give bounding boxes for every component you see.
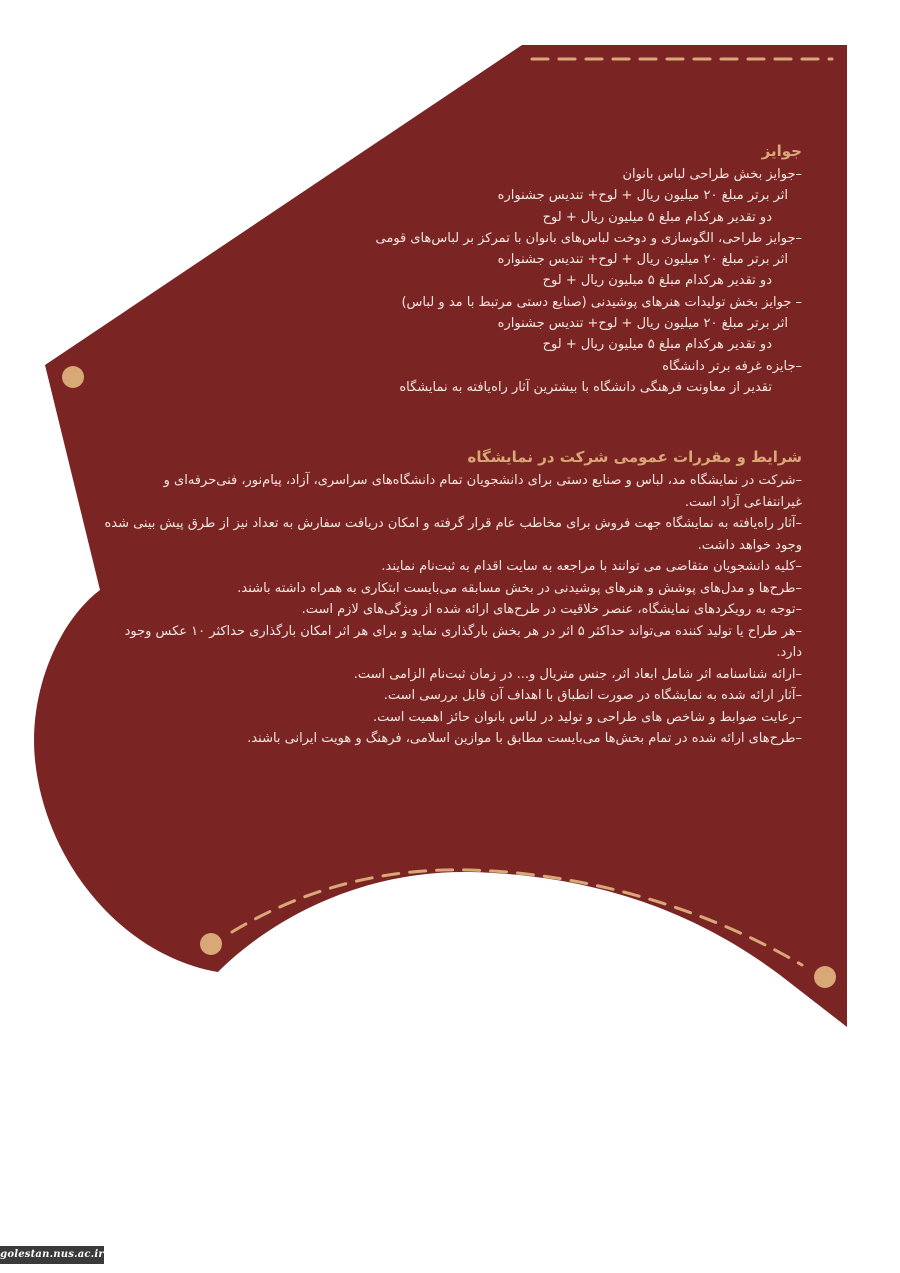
- prize-line: اثر برتر مبلغ ۲۰ میلیون ریال + لوح+ تندیس جشنواره: [497, 316, 788, 332]
- prize-line: –جایزه غرفه برتر دانشگاه: [662, 358, 802, 374]
- prize-line: دو تقدیر هرکدام مبلغ ۵ میلیون ریال + لوح: [542, 209, 772, 225]
- prize-line: –جوایز طراحی، الگوسازی و دوخت لباس‌های بانوان با تمرکز بر لباس‌های قومی: [375, 230, 802, 246]
- prizes-heading: جوایز: [761, 142, 802, 160]
- prize-line: دو تقدیر هرکدام مبلغ ۵ میلیون ریال + لوح: [542, 337, 772, 353]
- rule-item: –طرح‌ها و مدل‌های پوشش و هنرهای پوشیدنی در بخش مسابقه می‌بایست ابتکاری به همراه داشته باشند.: [237, 580, 802, 596]
- prize-line: اثر برتر مبلغ ۲۰ میلیون ریال + لوح+ تندیس جشنواره: [497, 252, 788, 268]
- site-url-badge[interactable]: golestan.nus.ac.ir: [0, 1246, 104, 1264]
- rule-item: –ارائه شناسنامه اثر شامل ابعاد اثر، جنس متریال و... در زمان ثبت‌نام الزامی است.: [353, 666, 802, 682]
- prize-line: تقدیر از معاونت فرهنگی دانشگاه با بیشترین آثار راه‌یافته به نمایشگاه: [399, 379, 772, 395]
- rule-item: –آثار ارائه شده به نمایشگاه در صورت انطباق با اهداف آن قابل بررسی است.: [383, 688, 802, 703]
- rules-heading: شرایط و مقررات عمومی شرکت در نمایشگاه: [467, 448, 802, 466]
- prizes-section: [282, 140, 802, 398]
- rules-section: [102, 446, 802, 750]
- rule-item: –کلیه دانشجویان متقاضی می توانند با مراجعه به سایت اقدام به ثبت‌نام نمایند.: [381, 559, 802, 574]
- bottom-right-button-dot: [814, 966, 836, 988]
- prize-line: – جوایز بخش تولیدات هنرهای پوشیدنی (صنایع دستی مرتبط با مد و لباس): [401, 294, 802, 310]
- rule-item: –هر طراح یا تولید کننده می‌تواند حداکثر ۵ اثر در هر بخش بارگذاری نماید و برای هر اثر امکان بارگذاری حداکثر ۱۰ عکس وجود دارد.: [124, 623, 802, 660]
- prize-line: اثر برتر مبلغ ۲۰ میلیون ریال + لوح+ تندیس جشنواره: [497, 188, 788, 204]
- rule-item: –آثار راه‌یافته به نمایشگاه جهت فروش برای مخاطب عام قرار گرفته و امکان دریافت سفارش به تعداد نیز از طرق پیش بینی شده وجود خواهد داشت.: [104, 516, 802, 553]
- prize-line: دو تقدیر هرکدام مبلغ ۵ میلیون ریال + لوح: [542, 273, 772, 289]
- rule-item: –توجه به رویکردهای نمایشگاه، عنصر خلاقیت در طرح‌های ارائه شده از ویژگی‌های لازم است.: [301, 602, 802, 617]
- bottom-left-button-dot: [200, 933, 222, 955]
- rule-item: –طرح‌های ارائه شده در تمام بخش‌ها می‌بایست مطابق با موازین اسلامی، فرهنگ و هویت ایرانی باشند.: [247, 731, 802, 746]
- prize-line: –جوایز بخش طراحی لباس بانوان: [622, 167, 802, 182]
- left-button-dot: [62, 366, 84, 388]
- rule-item: –رعایت ضوابط و شاخص های طراحی و تولید در لباس بانوان حائز اهمیت است.: [372, 709, 802, 725]
- rule-item: –شرکت در نمایشگاه مد، لباس و صنایع دستی برای دانشجویان تمام دانشگاه‌های سراسری، آزاد، پیام‌نور، فنی‌حرفه‌ای و غیرانتفاعی آزاد است.: [163, 473, 802, 510]
